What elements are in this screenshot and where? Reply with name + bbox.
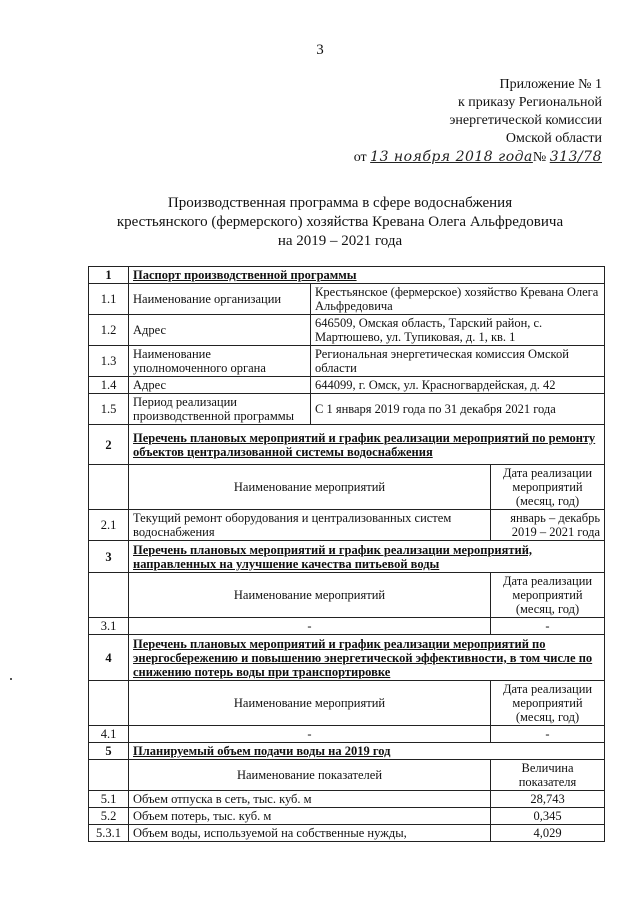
section-number: 1 xyxy=(89,267,129,284)
appendix-line-2: к приказу Региональной xyxy=(457,95,602,110)
row-value: 28,743 xyxy=(491,791,605,808)
table-row xyxy=(89,377,605,394)
row-date: январь – декабрь 2019 – 2021 года xyxy=(491,510,605,541)
section-title: Перечень плановых мероприятий и график реализации мероприятий по энергосбережению и повышению энергетической эффективности, в том числе по снижению потерь воды при транспортировке xyxy=(129,635,605,681)
section-title: Планируемый объем подачи воды на 2019 год xyxy=(129,743,605,760)
table-row xyxy=(89,825,605,842)
handwritten-date: 13 ноября 2018 года xyxy=(370,149,533,165)
row-date: - xyxy=(491,726,605,743)
column-header-name: Наименование мероприятий xyxy=(129,465,491,510)
row-number: 1.2 xyxy=(89,315,129,346)
section-title: Перечень плановых мероприятий и график реализации мероприятий, направленных на улучшение качества питьевой воды xyxy=(129,541,605,573)
from-label: от xyxy=(353,150,367,165)
column-header-row xyxy=(89,465,605,510)
table-row xyxy=(89,394,605,425)
row-value: 4,029 xyxy=(491,825,605,842)
section-4-header xyxy=(89,635,605,681)
appendix-line-1: Приложение № 1 xyxy=(499,77,602,92)
column-header-row xyxy=(89,573,605,618)
section-title: Паспорт производственной программы xyxy=(129,267,605,284)
table-row xyxy=(89,346,605,377)
table-row xyxy=(89,726,605,743)
section-number: 5 xyxy=(89,743,129,760)
row-number: 1.1 xyxy=(89,284,129,315)
row-number: 3.1 xyxy=(89,618,129,635)
table-row xyxy=(89,510,605,541)
row-number: 4.1 xyxy=(89,726,129,743)
row-value: 0,345 xyxy=(491,808,605,825)
row-label: Наименование уполномоченного органа xyxy=(129,346,311,377)
row-number: 5.2 xyxy=(89,808,129,825)
row-label: Период реализации производственной программы xyxy=(129,394,311,425)
row-name: Объем отпуска в сеть, тыс. куб. м xyxy=(129,791,491,808)
appendix-header xyxy=(354,76,602,167)
row-value: 644099, г. Омск, ул. Красногвардейская, д. 42 xyxy=(311,377,605,394)
appendix-line-4: Омской области xyxy=(505,131,602,146)
table-row xyxy=(89,618,605,635)
number-label: № xyxy=(532,150,547,165)
row-name: Текущий ремонт оборудования и централизованных систем водоснабжения xyxy=(129,510,491,541)
table-row xyxy=(89,315,605,346)
column-header-row xyxy=(89,760,605,791)
row-number: 2.1 xyxy=(89,510,129,541)
section-2-header xyxy=(89,425,605,465)
section-3-header xyxy=(89,541,605,573)
row-value: 646509, Омская область, Тарский район, с. Мартюшево, ул. Тупиковая, д. 1, кв. 1 xyxy=(311,315,605,346)
column-header-indicator: Наименование показателей xyxy=(129,760,491,791)
section-5-header xyxy=(89,743,605,760)
row-label: Наименование организации xyxy=(129,284,311,315)
document-title xyxy=(60,194,620,251)
row-number: 5.3.1 xyxy=(89,825,129,842)
column-header-name: Наименование мероприятий xyxy=(129,573,491,618)
row-name: - xyxy=(129,618,491,635)
row-number: 1.4 xyxy=(89,377,129,394)
table-row xyxy=(89,284,605,315)
order-date-line xyxy=(354,148,602,167)
row-number: 1.3 xyxy=(89,346,129,377)
title-line-3: на 2019 – 2021 года xyxy=(277,233,403,249)
column-header-value: Величина показателя xyxy=(491,760,605,791)
column-header-date: Дата реализации мероприятий (месяц, год) xyxy=(491,573,605,618)
table-row xyxy=(89,791,605,808)
table-row xyxy=(89,808,605,825)
row-value: Крестьянское (фермерское) хозяйство Кревана Олега Альфредовича xyxy=(311,284,605,315)
row-label: Адрес xyxy=(129,377,311,394)
row-name: - xyxy=(129,726,491,743)
row-name: Объем потерь, тыс. куб. м xyxy=(129,808,491,825)
row-label: Адрес xyxy=(129,315,311,346)
column-header-date: Дата реализации мероприятий (месяц, год) xyxy=(491,465,605,510)
program-table xyxy=(88,266,605,842)
scan-speck xyxy=(10,678,12,680)
row-number: 1.5 xyxy=(89,394,129,425)
title-line-1: Производственная программа в сфере водоснабжения xyxy=(167,195,513,211)
column-header-name: Наименование мероприятий xyxy=(129,681,491,726)
section-title: Перечень плановых мероприятий и график реализации мероприятий по ремонту объектов централизованной системы водоснабжения xyxy=(129,425,605,465)
column-header-date: Дата реализации мероприятий (месяц, год) xyxy=(491,681,605,726)
appendix-line-3: энергетической комиссии xyxy=(449,113,602,128)
column-header-row xyxy=(89,681,605,726)
handwritten-number: 313/78 xyxy=(549,149,602,165)
row-date: - xyxy=(491,618,605,635)
section-number: 3 xyxy=(89,541,129,573)
row-number: 5.1 xyxy=(89,791,129,808)
section-number: 2 xyxy=(89,425,129,465)
row-value: С 1 января 2019 года по 31 декабря 2021 года xyxy=(311,394,605,425)
row-value: Региональная энергетическая комиссия Омской области xyxy=(311,346,605,377)
page-number: 3 xyxy=(316,42,324,58)
section-1-header xyxy=(89,267,605,284)
section-number: 4 xyxy=(89,635,129,681)
title-line-2: крестьянского (фермерского) хозяйства Кревана Олега Альфредовича xyxy=(116,214,564,230)
row-name: Объем воды, используемой на собственные нужды, xyxy=(129,825,491,842)
